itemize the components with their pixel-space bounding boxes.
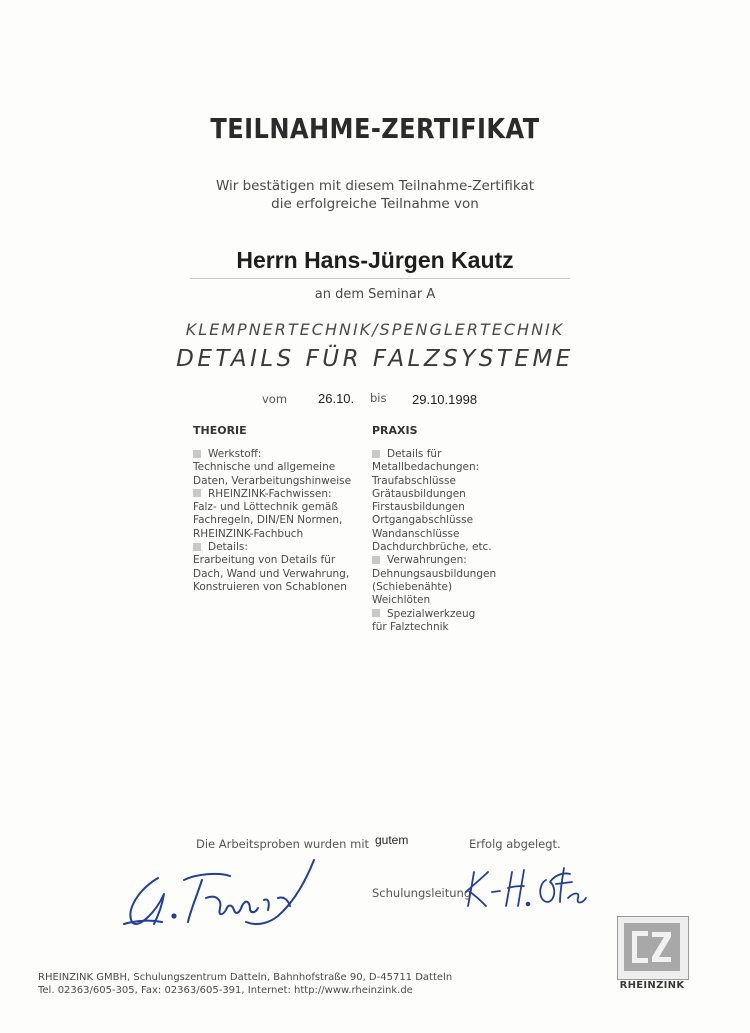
right-signature bbox=[460, 858, 590, 914]
practice-line-text: (Schiebenähte) bbox=[372, 580, 453, 593]
theory-line-text: RHEINZINK-Fachwissen: bbox=[208, 487, 332, 500]
theory-line bbox=[193, 514, 368, 527]
square-bullet-icon bbox=[372, 556, 380, 564]
theory-line bbox=[193, 501, 368, 514]
result-suffix: Erfolg abgelegt. bbox=[469, 837, 561, 851]
recipient-name: Herrn Hans-Jürgen Kautz bbox=[236, 247, 514, 273]
theory-line bbox=[193, 528, 368, 541]
practice-line bbox=[372, 461, 547, 474]
practice-line bbox=[372, 541, 547, 554]
theory-line bbox=[193, 461, 368, 474]
training-lead-label: Schulungsleitung bbox=[372, 886, 472, 900]
practice-line-text: Firstausbildungen bbox=[372, 501, 465, 514]
seminar-subtopic: DETAILS FÜR FALZSYSTEME bbox=[176, 346, 574, 372]
practice-line bbox=[372, 621, 547, 634]
date-from-label: vom bbox=[262, 392, 288, 406]
date-from-value: 26.10. bbox=[318, 391, 355, 406]
square-bullet-icon bbox=[193, 450, 201, 458]
practice-list bbox=[372, 448, 547, 634]
practice-line bbox=[372, 475, 547, 488]
square-bullet-icon bbox=[193, 543, 201, 551]
theory-line-text: Daten, Verarbeitungshinweise bbox=[193, 474, 352, 487]
theory-line bbox=[193, 554, 368, 567]
theory-line-text: Fachregeln, DIN/EN Normen, bbox=[193, 514, 343, 527]
footer-contact: Tel. 02363/605-305, Fax: 02363/605-391, Internet: http://www.rheinzink.de bbox=[38, 985, 413, 996]
theory-heading: THEORIE bbox=[193, 424, 247, 437]
practice-line-text: Ortgangabschlüsse bbox=[372, 514, 474, 527]
theory-line bbox=[193, 581, 368, 594]
practice-line bbox=[372, 581, 547, 594]
theory-line-text: Details: bbox=[208, 541, 248, 554]
practice-heading: PRAXIS bbox=[372, 424, 418, 437]
date-to-label: bis bbox=[370, 391, 387, 405]
theory-line-text: Werkstoff: bbox=[208, 448, 262, 460]
practice-line-text: Traufabschlüsse bbox=[372, 474, 456, 487]
result-prefix: Die Arbeitsproben wurden mit bbox=[196, 837, 370, 851]
practice-line-text: Wandanschlüsse bbox=[372, 527, 460, 540]
theory-line-text: Dach, Wand und Verwahrung, bbox=[193, 567, 350, 580]
seminar-line: an dem Seminar A bbox=[314, 287, 436, 302]
square-bullet-icon bbox=[372, 450, 380, 458]
theory-line-text: Erarbeitung von Details für bbox=[193, 554, 336, 567]
practice-line-text: Verwahrungen: bbox=[387, 554, 467, 567]
theory-line-text: Technische und allgemeine bbox=[193, 461, 336, 474]
date-to-value: 29.10.1998 bbox=[412, 392, 478, 407]
practice-line bbox=[372, 568, 547, 581]
practice-line-text: Spezialwerkzeug bbox=[387, 607, 476, 620]
theory-line bbox=[193, 541, 368, 554]
practice-line-text: Details für bbox=[387, 448, 442, 460]
footer-address: RHEINZINK GMBH, Schulungszentrum Datteln, Bahnhofstraße 90, D-45711 Datteln bbox=[38, 972, 453, 983]
theory-line-text: Falz- und Löttechnik gemäß bbox=[193, 501, 338, 514]
rheinzink-rz-logo-icon bbox=[617, 916, 689, 980]
confirmation-line-1: Wir bestätigen mit diesem Teilnahme-Zertifikat bbox=[215, 178, 535, 194]
theory-line-text: RHEINZINK-Fachbuch bbox=[193, 527, 304, 540]
practice-line-text: für Falztechnik bbox=[372, 620, 449, 633]
practice-line-text: Weichlöten bbox=[372, 594, 431, 607]
square-bullet-icon bbox=[193, 489, 201, 497]
practice-line bbox=[372, 608, 547, 621]
practice-line bbox=[372, 448, 547, 461]
practice-line bbox=[372, 528, 547, 541]
theory-line bbox=[193, 488, 368, 501]
theory-list bbox=[193, 448, 368, 594]
confirmation-line-2: die erfolgreiche Teilnahme von bbox=[271, 196, 479, 212]
practice-line bbox=[372, 514, 547, 527]
practice-line bbox=[372, 488, 547, 501]
theory-line bbox=[193, 568, 368, 581]
practice-line-text: Dachdurchbrüche, etc. bbox=[372, 541, 492, 554]
practice-line bbox=[372, 594, 547, 607]
theory-line bbox=[193, 475, 368, 488]
practice-line-text: Dehnungsausbildungen bbox=[372, 567, 497, 580]
seminar-topic: KLEMPNERTECHNIK/SPENGLERTECHNIK bbox=[185, 320, 565, 339]
theory-line-text: Konstruieren von Schablonen bbox=[193, 580, 347, 593]
theory-line bbox=[193, 448, 368, 461]
practice-line bbox=[372, 554, 547, 567]
practice-line-text: Grätausbildungen bbox=[372, 487, 466, 500]
result-grade: gutem bbox=[375, 833, 409, 847]
recipient-underline bbox=[190, 278, 570, 279]
practice-line bbox=[372, 501, 547, 514]
square-bullet-icon bbox=[372, 609, 380, 617]
logo-wordmark: RHEINZINK bbox=[619, 980, 685, 991]
certificate-title: TEILNAHME-ZERTIFIKAT bbox=[210, 112, 540, 145]
practice-line-text: Metallbedachungen: bbox=[372, 461, 480, 474]
left-signature bbox=[118, 850, 348, 935]
